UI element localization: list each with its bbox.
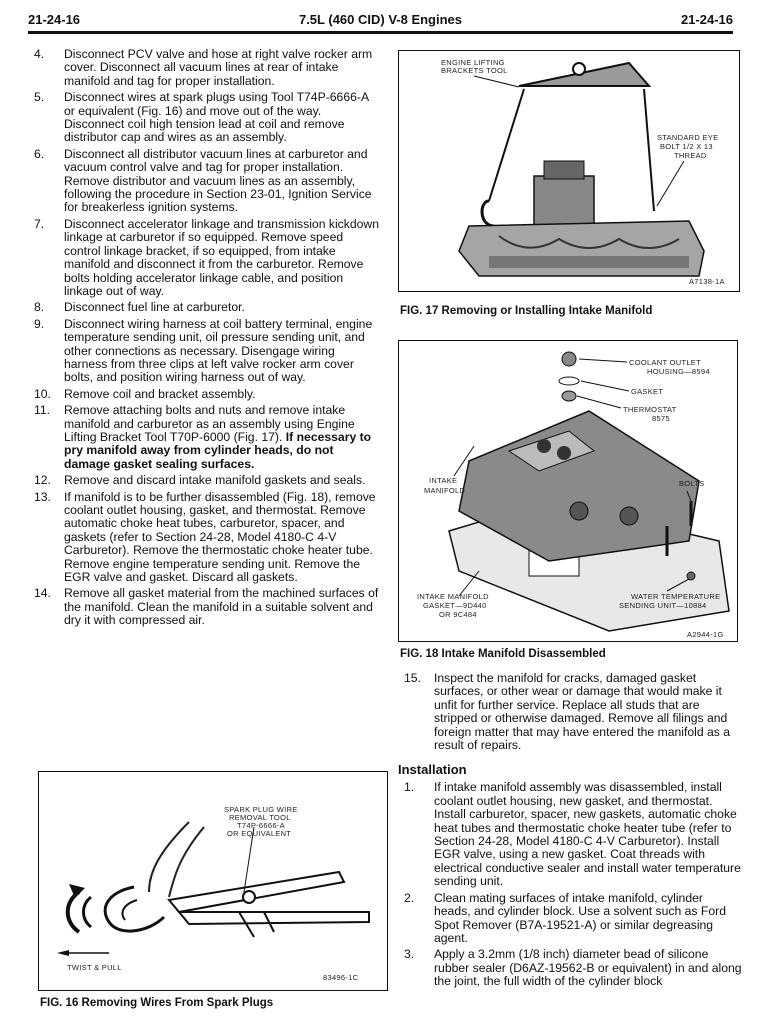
fig18-label-gasket: GASKET: [631, 387, 664, 396]
step-text: Remove and discard intake manifold gaskets and seals.: [64, 473, 366, 488]
fig18-box: [398, 340, 738, 642]
installation-title: Installation: [398, 762, 467, 778]
header-rule: [28, 31, 733, 34]
step-text: Clean mating surfaces of intake manifold, cylinder heads, and cylinder block. Use a solvent such as Ford Spot Remover (B7A-19521-A) or similar degreasing agent.: [434, 890, 726, 945]
step-item: [28, 148, 380, 215]
step-text: Disconnect accelerator linkage and transmission kickdown linkage at carburetor if so equipped. Remove speed control linkage bracket, if so equipped, from intake manifold and disconnect it from the carburetor. Remove bolts holding accelerator linkage cable, and position linkage out of way.: [64, 216, 379, 298]
step-item: [28, 48, 380, 88]
page-number-left: 21-24-16: [28, 12, 81, 27]
page-title: 7.5L (460 CID) V-8 Engines: [298, 12, 463, 27]
step-text: Remove attaching bolts and nuts and remove intake manifold and carburetor as an assembly using Engine Lifting Bracket Tool T70P-6000 (Fig. 17).: [64, 403, 355, 444]
intake-manifold-lift-illustration: [399, 51, 739, 291]
step-text: Apply a 3.2mm (1/8 inch) diameter bead of silicone rubber sealer (D6AZ-19562-B or equivalent) in and along the joint, the full width of the cylinder block: [434, 947, 742, 989]
step-item: [28, 91, 380, 145]
step-item: [398, 948, 742, 988]
step-item: [398, 672, 742, 752]
fig18-label-img-2: GASKET—9D440: [423, 601, 487, 610]
step-number: 8.: [34, 300, 45, 315]
step-number: 9.: [34, 316, 45, 331]
step-number: 13.: [34, 489, 51, 504]
page-number-right: 21-24-16: [680, 12, 733, 27]
fig16-label-tool-3: T74P-6666-A: [237, 821, 285, 830]
step-number: 14.: [34, 586, 51, 601]
step-text: If intake manifold assembly was disassembled, install coolant outlet housing, new gasket, and thermostat. Install carburetor, spacer, new gaskets, automatic choke heat tubes and thermostatic choke heater tube (refer to Section 24-28, Model 4180-C 4-V Carburetor). Install EGR valve, using a new gasket. Coat threads with electrical conductive sealer and install water temperature sending unit.: [434, 780, 741, 889]
left-column: [28, 48, 380, 631]
step-item: [28, 474, 380, 487]
fig17-label-bolt-3: THREAD: [674, 151, 707, 160]
fig17-caption: FIG. 17 Removing or Installing Intake Manifold: [400, 305, 653, 317]
removal-steps: [28, 48, 380, 628]
fig16-label-tool-1: SPARK PLUG WIRE: [224, 805, 298, 814]
fig18-label-intake-1: INTAKE: [429, 476, 458, 485]
step-item: [28, 587, 380, 627]
step-item: [398, 892, 742, 946]
right-column: [398, 672, 742, 992]
step-number: 11.: [34, 403, 51, 418]
fig18-label-coolant-1: COOLANT OUTLET: [629, 358, 701, 367]
step-number: 12.: [34, 473, 51, 488]
step-item: [28, 388, 380, 401]
step-item: [28, 318, 380, 385]
fig18-label-coolant-2: HOUSING—8594: [647, 367, 710, 376]
fig18-label-img-3: OR 9C484: [439, 610, 477, 619]
step-text: Disconnect PCV valve and hose at right valve rocker arm cover. Disconnect all vacuum lines at rear of intake manifold and tag for proper installation.: [64, 47, 373, 88]
fig16-label-tool-4: OR EQUIVALENT: [227, 829, 292, 838]
fig17-label-bracket-1: ENGINE LIFTING: [441, 58, 505, 67]
fig16-box: [38, 771, 388, 991]
fig16-label-tool-2: REMOVAL TOOL: [229, 813, 291, 822]
fig17-label-bolt-1: STANDARD EYE: [657, 133, 719, 142]
step-number: 1.: [404, 780, 415, 795]
step-text: Disconnect fuel line at carburetor.: [64, 300, 245, 315]
step-text: Inspect the manifold for cracks, damaged gasket surfaces, or other wear or damage that would make it unfit for further service. Replace all studs that are stripped or otherwise damaged. Remove all filings and foreign matter that may have entered the manifold as a result of repairs.: [434, 671, 731, 753]
step-number: 10.: [34, 386, 51, 401]
fig18-label-water-1: WATER TEMPERATURE: [631, 592, 721, 601]
step-number: 7.: [34, 216, 45, 231]
step-item: [398, 781, 742, 888]
fig17-code: A7138-1A: [689, 277, 725, 286]
fig18-label-bolts: BOLTS: [679, 479, 705, 488]
step-text: Disconnect wires at spark plugs using Tool T74P-6666-A or equivalent (Fig. 16) and move out of the way. Disconnect coil high tension lead at coil and remove distributor cap and wires as an assembly.: [64, 90, 369, 145]
step-number: 6.: [34, 146, 45, 161]
fig17-label-bracket-2: BRACKETS TOOL: [441, 66, 508, 75]
fig16-code: 83496-1C: [323, 973, 359, 982]
step-number: 3.: [404, 947, 415, 962]
fig18-label-water-2: SENDING UNIT—10884: [619, 601, 707, 610]
spark-plug-tool-illustration: [39, 772, 387, 990]
fig18-label-intake-2: MANIFOLD: [424, 486, 466, 495]
step-number: 2.: [404, 890, 415, 905]
step-number: 4.: [34, 47, 45, 61]
installation-steps: [398, 781, 742, 988]
fig18-label-thermo-2: 8575: [652, 414, 670, 423]
step-text: If manifold is to be further disassembled (Fig. 18), remove coolant outlet housing, gasket, and thermostat. Remove automatic choke heat tubes, carburetor, spacer, and gaskets (refer to Section 24-28, Model 4180-C 4-V Carburetor). Remove the thermostatic choke heater tube. Remove engine temperature sending unit. Remove the EGR valve and gasket. Discard all gaskets.: [64, 489, 376, 585]
fig18-label-img-1: INTAKE MANIFOLD: [417, 592, 489, 601]
step-text: Disconnect wiring harness at coil battery terminal, engine temperature sending unit, oil pressure sending unit, and other connections as necessary. Disengage wiring harness from three clips at left valve rocker arm cover bolts, and position wiring harness out of way.: [64, 316, 373, 385]
step-item: [28, 218, 380, 298]
step-number: 5.: [34, 90, 45, 105]
page-header: [28, 10, 733, 32]
inspection-steps: [398, 672, 742, 752]
fig17-label-bolt-2: BOLT 1/2 X 13: [660, 142, 713, 151]
step-text: Remove all gasket material from the machined surfaces of the manifold. Clean the manifold in a suitable solvent and dry it with compressed air.: [64, 586, 379, 628]
step-item: [28, 491, 380, 585]
step-text: Remove coil and bracket assembly.: [64, 386, 256, 401]
fig16-label-twist: TWIST & PULL: [67, 963, 122, 972]
intake-manifold-exploded-illustration: [399, 341, 737, 641]
step-warning: If necessary to pry manifold away from cylinder heads, do not damage gasket sealing surfaces.: [64, 429, 372, 471]
fig17-box: [398, 50, 740, 292]
step-item: [28, 301, 380, 314]
step-item: [28, 404, 380, 471]
step-text: Disconnect all distributor vacuum lines at carburetor and vacuum control valve and tag for proper installation. Remove distributor and vacuum lines as an assembly, following the procedure in Section 23-01, Ignition Service for breakerless ignition systems.: [64, 146, 372, 215]
fig18-code: A2944-1G: [687, 630, 724, 639]
fig16-caption: FIG. 16 Removing Wires From Spark Plugs: [40, 997, 274, 1009]
fig18-label-thermo-1: THERMOSTAT: [623, 405, 677, 414]
step-number: 15.: [404, 671, 421, 685]
fig18-caption: FIG. 18 Intake Manifold Disassembled: [400, 648, 606, 660]
